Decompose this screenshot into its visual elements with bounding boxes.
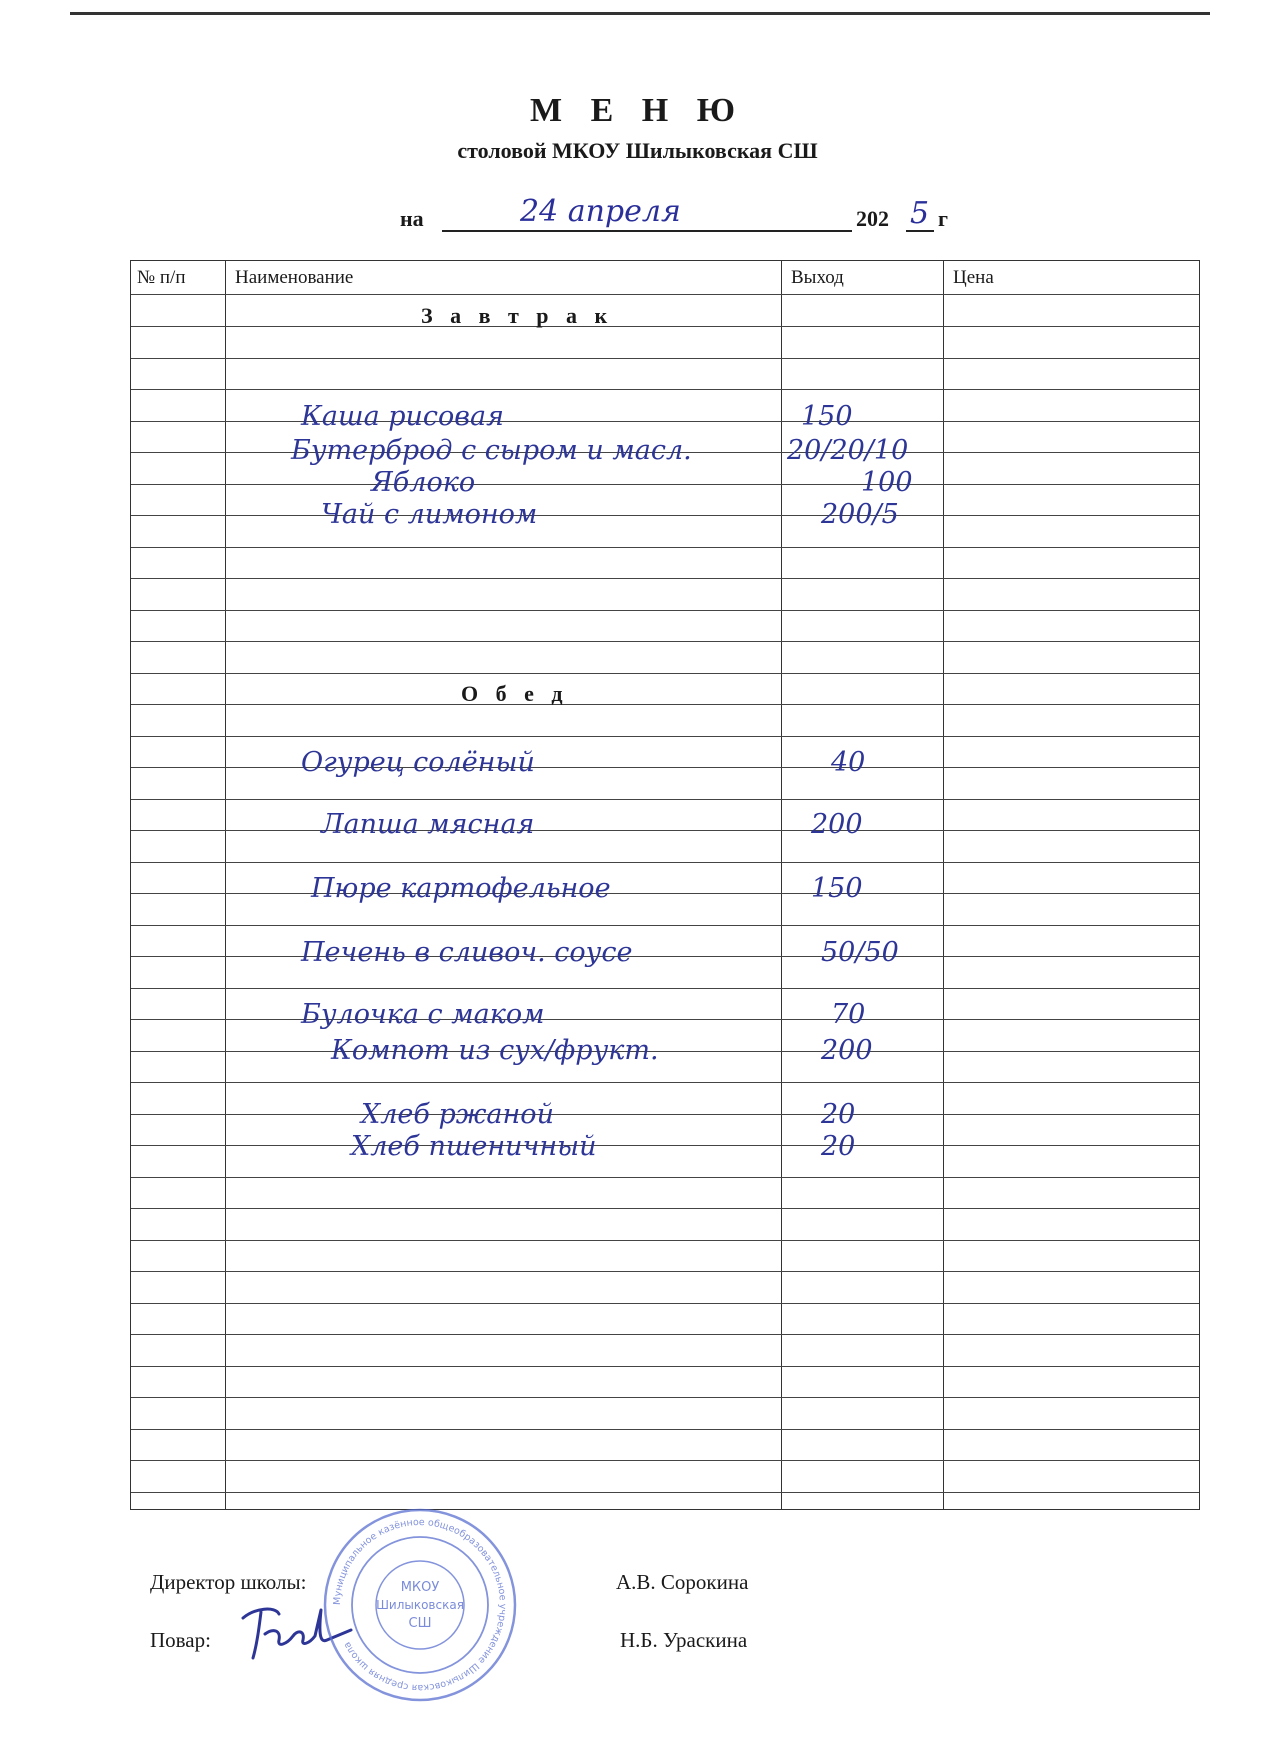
stamp-center-line: МКОУ — [400, 1580, 440, 1595]
column-header-number: № п/п — [137, 267, 186, 288]
table-row-line — [131, 799, 1199, 800]
table-row-line — [131, 1177, 1199, 1178]
table-row-line — [131, 641, 1199, 642]
table-row-line — [131, 956, 1199, 957]
menu-item-yield: 200/5 — [821, 499, 899, 530]
column-divider — [943, 261, 944, 1509]
cook-name: Н.Б. Ураскина — [620, 1628, 748, 1652]
table-row-line — [131, 1082, 1199, 1083]
table-row-line — [131, 673, 1199, 674]
table-row-line — [131, 326, 1199, 327]
menu-item-yield: 20 — [821, 1131, 856, 1162]
table-row-line — [131, 1429, 1199, 1430]
menu-item-name: Яблоко — [371, 467, 476, 498]
page-subtitle: столовой МКОУ Шилыковская СШ — [457, 138, 818, 163]
table-row-line — [131, 767, 1199, 768]
table-row-line — [131, 1334, 1199, 1335]
menu-item-name: Пюре картофельное — [311, 873, 611, 904]
section-breakfast: З а в т р а к — [421, 303, 614, 328]
menu-item-yield: 150 — [811, 873, 863, 904]
table-row-line — [131, 1240, 1199, 1241]
menu-item-yield: 150 — [801, 401, 853, 432]
menu-item-name: Компот из сух/фрукт. — [331, 1035, 659, 1066]
menu-item-name: Бутерброд с сыром и масл. — [291, 435, 692, 466]
table-row-line — [131, 1145, 1199, 1146]
menu-item-name: Лапша мясная — [321, 809, 535, 840]
menu-item-name: Хлеб пшеничный — [351, 1131, 597, 1162]
table-row-line — [131, 294, 1199, 295]
column-header-yield: Выход — [791, 267, 844, 288]
menu-item-yield: 20/20/10 — [787, 435, 909, 466]
table-row-line — [131, 1397, 1199, 1398]
column-header-name: Наименование — [235, 267, 354, 288]
table-row-line — [131, 1208, 1199, 1209]
page-title: М Е Н Ю — [530, 92, 745, 129]
menu-item-name: Хлеб ржаной — [361, 1099, 554, 1130]
table-row-line — [131, 610, 1199, 611]
table-row-line — [131, 1114, 1199, 1115]
cook-label: Повар: — [150, 1628, 211, 1652]
table-row-line — [131, 1271, 1199, 1272]
column-header-price: Цена — [953, 267, 994, 288]
table-row-line — [131, 1051, 1199, 1052]
menu-item-name: Каша рисовая — [301, 401, 504, 432]
menu-item-name: Печень в сливоч. соусе — [301, 937, 633, 968]
table-row-line — [131, 704, 1199, 705]
section-lunch: О б е д — [461, 681, 569, 706]
column-divider — [781, 261, 782, 1509]
year-suffix: г — [938, 206, 948, 231]
table-row-line — [131, 1303, 1199, 1304]
table-row-line — [131, 1460, 1199, 1461]
table-row-line — [131, 1019, 1199, 1020]
column-divider — [225, 261, 226, 1509]
official-stamp — [320, 1505, 520, 1705]
menu-item-yield: 20 — [821, 1099, 856, 1130]
stamp-center-line: СШ — [408, 1616, 432, 1631]
table-row-line — [131, 830, 1199, 831]
table-row-line — [131, 578, 1199, 579]
table-row-line — [131, 515, 1199, 516]
menu-item-yield: 70 — [831, 999, 866, 1030]
menu-item-yield: 50/50 — [821, 937, 899, 968]
table-row-line — [131, 547, 1199, 548]
year-prefix: 202 — [856, 206, 889, 231]
director-label: Директор школы: — [150, 1570, 307, 1594]
stamp-ring-text: Муниципальное казённое общеобразовательное учреждение Шилыковская средняя школа — [331, 1516, 509, 1694]
table-row-line — [131, 893, 1199, 894]
table-row-line — [131, 925, 1199, 926]
table-row-line — [131, 421, 1199, 422]
top-border-line — [70, 12, 1210, 15]
menu-item-yield: 200 — [811, 809, 863, 840]
stamp-center-line: Шилыковская — [376, 1598, 464, 1612]
menu-item-yield: 200 — [821, 1035, 873, 1066]
menu-item-name: Чай с лимоном — [321, 499, 538, 530]
table-row-line — [131, 1366, 1199, 1367]
menu-item-name: Огурец солёный — [301, 747, 535, 778]
table-row-line — [131, 988, 1199, 989]
table-row-line — [131, 736, 1199, 737]
table-row-line — [131, 862, 1199, 863]
date-prefix: на — [400, 206, 424, 231]
menu-table — [130, 260, 1200, 1510]
menu-item-yield: 100 — [861, 467, 913, 498]
menu-item-name: Булочка с маком — [301, 999, 545, 1030]
date-handwritten: 24 апреля — [520, 194, 681, 229]
table-row-line — [131, 484, 1199, 485]
table-row-line — [131, 389, 1199, 390]
table-row-line — [131, 358, 1199, 359]
menu-item-yield: 40 — [831, 747, 866, 778]
director-name: А.В. Сорокина — [616, 1570, 749, 1594]
date-underline — [442, 230, 852, 232]
year-digit-handwritten: 5 — [910, 196, 930, 231]
table-row-line — [131, 1492, 1199, 1493]
